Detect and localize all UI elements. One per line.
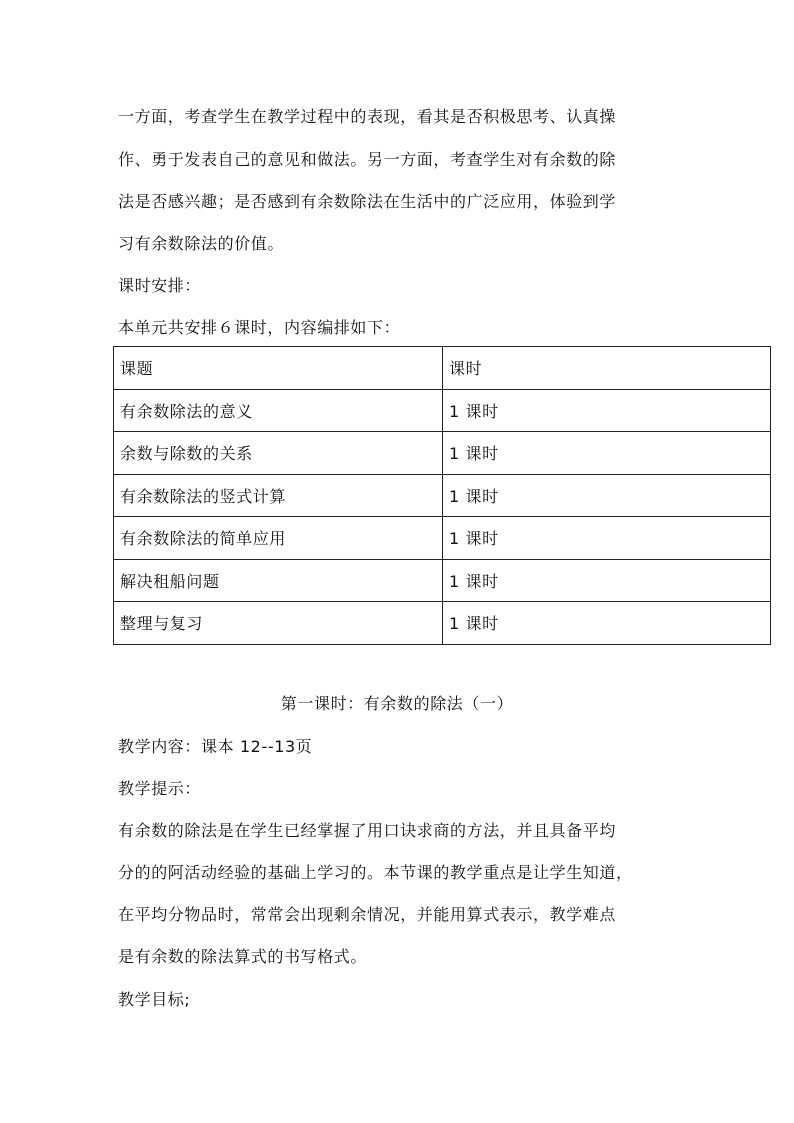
schedule-table bbox=[113, 346, 771, 645]
table-cell-hours: 1 课时 bbox=[443, 517, 771, 560]
table-cell-topic: 有余数除法的竖式计算 bbox=[114, 474, 443, 517]
hint-paragraph-line: 有余数的除法是在学生已经掌握了用口诀求商的方法，并且具备平均 bbox=[118, 821, 617, 840]
schedule-heading: 课时安排： bbox=[118, 276, 202, 295]
lesson-title: 第一课时：有余数的除法（一） bbox=[280, 694, 514, 713]
table-cell-topic: 整理与复习 bbox=[114, 602, 443, 645]
hint-heading: 教学提示： bbox=[118, 779, 202, 798]
hint-paragraph-line: 在平均分物品时，常常会出现剩余情况，并能用算式表示，教学难点 bbox=[118, 905, 617, 924]
table-cell-hours: 1 课时 bbox=[443, 432, 771, 475]
paragraph-line: 作、勇于发表自己的意见和做法。另一方面，考查学生对有余数的除 bbox=[118, 150, 617, 169]
table-row bbox=[114, 602, 771, 645]
hint-paragraph-line: 分的的阿活动经验的基础上学习的。本节课的教学重点是让学生知道， bbox=[118, 863, 633, 882]
schedule-intro: 本单元共安排６课时，内容编排如下： bbox=[118, 318, 401, 337]
paragraph-line: 习有余数除法的价值。 bbox=[118, 234, 285, 253]
table-row bbox=[114, 517, 771, 560]
table-header-topic: 课题 bbox=[114, 347, 443, 390]
table-cell-topic: 有余数除法的简单应用 bbox=[114, 517, 443, 560]
table-cell-topic: 有余数除法的意义 bbox=[114, 389, 443, 432]
table-cell-topic: 余数与除数的关系 bbox=[114, 432, 443, 475]
table-cell-hours: 1 课时 bbox=[443, 559, 771, 602]
content-line: 教学内容：课本 12--13页 bbox=[118, 737, 313, 756]
table-row bbox=[114, 432, 771, 475]
goal-heading: 教学目标; bbox=[118, 990, 191, 1009]
table-row bbox=[114, 389, 771, 432]
table-row bbox=[114, 559, 771, 602]
table-row bbox=[114, 474, 771, 517]
table-header-row bbox=[114, 347, 771, 390]
table-header-hours: 课时 bbox=[443, 347, 771, 390]
table-cell-topic: 解决租船问题 bbox=[114, 559, 443, 602]
table-cell-hours: 1 课时 bbox=[443, 602, 771, 645]
hint-paragraph-line: 是有余数的除法算式的书写格式。 bbox=[118, 947, 368, 966]
paragraph-line: 一方面，考查学生在教学过程中的表现，看其是否积极思考、认真操 bbox=[118, 107, 617, 126]
table-cell-hours: 1 课时 bbox=[443, 389, 771, 432]
table-cell-hours: 1 课时 bbox=[443, 474, 771, 517]
paragraph-line: 法是否感兴趣；是否感到有余数除法在生活中的广泛应用，体验到学 bbox=[118, 192, 617, 211]
